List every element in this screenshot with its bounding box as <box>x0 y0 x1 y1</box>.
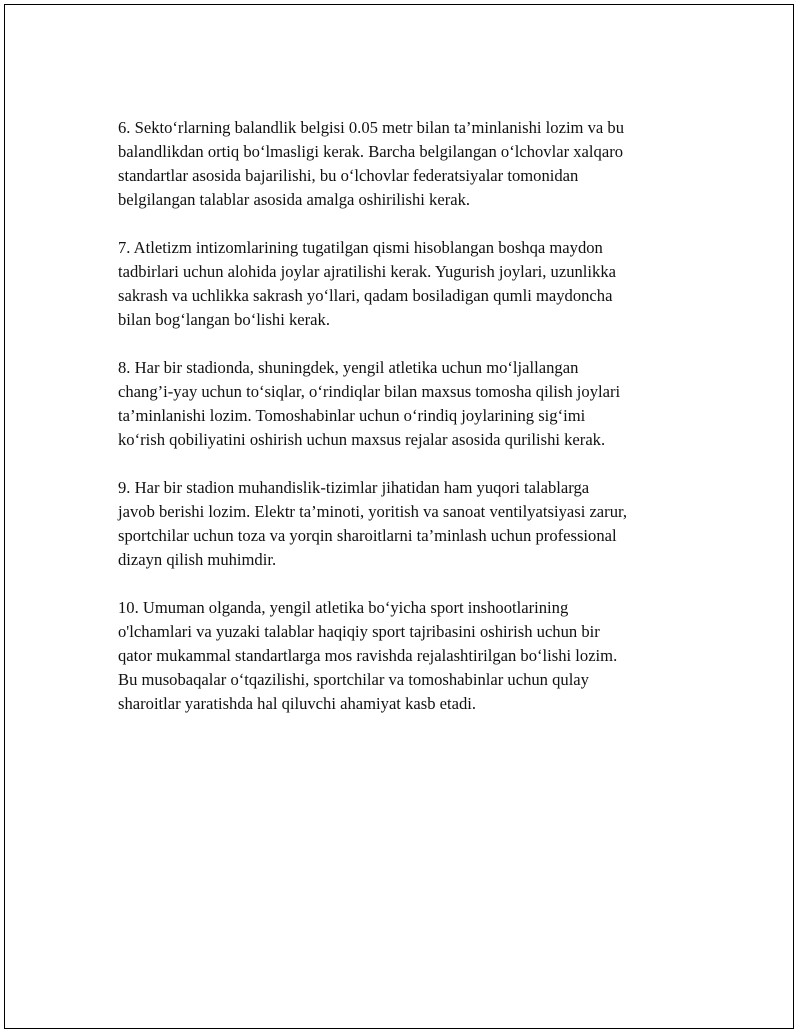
text-line: bilan bog‘langan bo‘lishi kerak. <box>118 310 330 329</box>
paragraph-9 <box>118 476 698 572</box>
text-line: 6. Sekto‘rlarning balandlik belgisi 0.05 metr bilan ta’minlanishi lozim va bu <box>118 118 625 137</box>
text-line: 7. Atletizm intizomlarining tugatilgan qismi hisoblangan boshqa maydon <box>118 238 603 257</box>
text-line: o'lchamlari va yuzaki talablar haqiqiy sport tajribasini oshirish uchun bir <box>118 622 600 641</box>
text-line: sharoitlar yaratishda hal qiluvchi ahamiyat kasb etadi. <box>118 694 477 713</box>
text-line: javob berishi lozim. Elektr ta’minoti, yoritish va sanoat ventilyatsiyasi zarur, <box>118 502 628 521</box>
text-line: dizayn qilish muhimdir. <box>118 550 277 569</box>
paragraph-7 <box>118 236 698 332</box>
text-line: qator mukammal standartlarga mos ravishda rejalashtirilgan bo‘lishi lozim. <box>118 646 618 665</box>
text-line: sakrash va uchlikka sakrash yo‘llari, qadam bosiladigan qumli maydoncha <box>118 286 613 305</box>
text-line: 9. Har bir stadion muhandislik-tizimlar jihatidan ham yuqori talablarga <box>118 478 590 497</box>
text-line: balandlikdan ortiq bo‘lmasligi kerak. Barcha belgilangan o‘lchovlar xalqaro <box>118 142 624 161</box>
text-line: belgilangan talablar asosida amalga oshirilishi kerak. <box>118 190 471 209</box>
text-line: 10. Umuman olganda, yengil atletika bo‘yicha sport inshootlarining <box>118 598 569 617</box>
paragraph-8 <box>118 356 698 452</box>
paragraph-6 <box>118 116 698 212</box>
text-line: chang’i-yay uchun to‘siqlar, o‘rindiqlar bilan maxsus tomosha qilish joylari <box>118 382 621 401</box>
text-line: Bu musobaqalar o‘tqazilishi, sportchilar va tomoshabinlar uchun qulay <box>118 670 589 689</box>
text-line: 8. Har bir stadionda, shuningdek, yengil atletika uchun mo‘ljallangan <box>118 358 579 377</box>
text-line: sportchilar uchun toza va yorqin sharoitlarni ta’minlash uchun professional <box>118 526 617 545</box>
text-line: tadbirlari uchun alohida joylar ajratilishi kerak. Yugurish joylari, uzunlikka <box>118 262 616 281</box>
text-line: ko‘rish qobiliyatini oshirish uchun maxsus rejalar asosida qurilishi kerak. <box>118 430 606 449</box>
paragraph-10 <box>118 596 698 716</box>
text-line: standartlar asosida bajarilishi, bu o‘lchovlar federatsiyalar tomonidan <box>118 166 579 185</box>
text-line: ta’minlanishi lozim. Tomoshabinlar uchun o‘rindiq joylarining sig‘imi <box>118 406 586 425</box>
document-body <box>118 116 698 740</box>
